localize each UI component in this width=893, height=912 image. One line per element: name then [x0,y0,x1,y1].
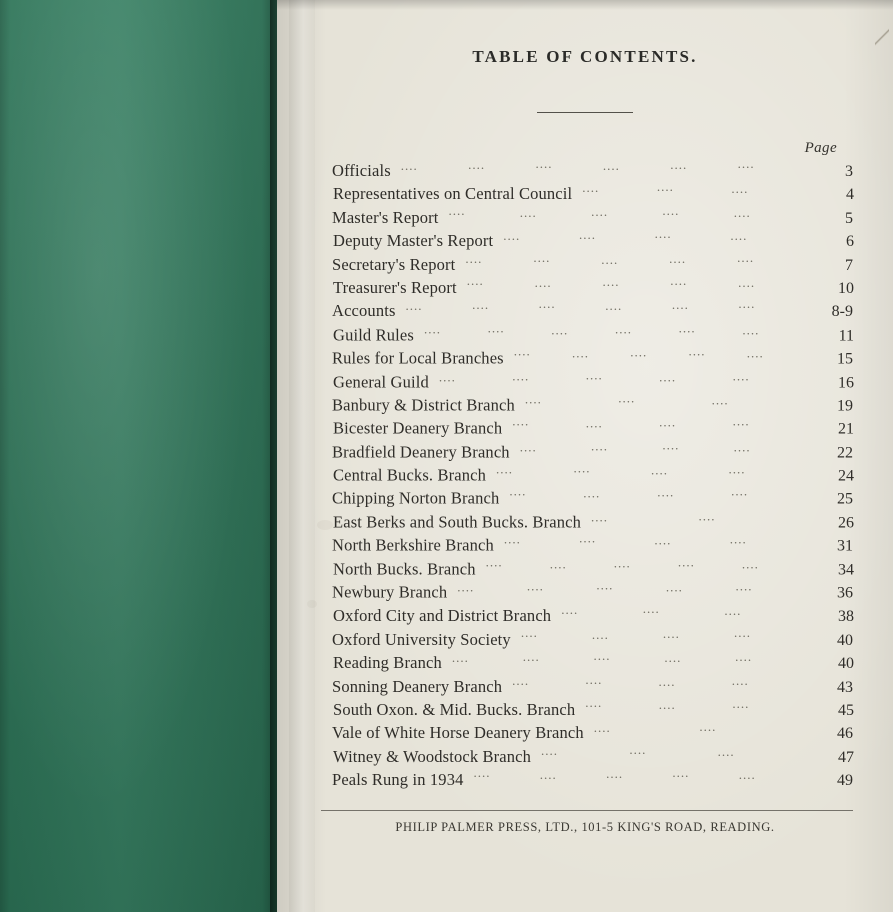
toc-leader-dots: .... .... .... .... .... .... [405,296,756,314]
toc-row[interactable] [333,273,854,300]
toc-entry-label: Treasurer's Report [333,278,457,298]
toc-leader-dots: .... .... .... .... [512,671,749,689]
toc-leader-dots: .... .... [593,719,717,736]
printer-imprint-text: PHILIP PALMER PRESS, LTD., 101-5 KING'S ROAD, READING. [395,820,775,834]
toc-leader-dots: .... .... .... .... .... .... [400,156,755,173]
toc-row[interactable] [332,624,853,652]
toc-leader-dots: .... .... .... [561,601,742,619]
toc-row[interactable] [332,719,853,745]
toc-leader-dots: .... .... .... .... [519,437,751,455]
toc-entry-label: Bicester Deanery Branch [333,418,503,438]
toc-leader-dots: .... .... .... .... [512,413,750,431]
toc-entry-label: Bradfield Deanery Branch [332,442,510,462]
toc-entry-label: Secretary's Report [332,254,456,274]
toc-entry-label: South Oxon. & Mid. Bucks. Branch [333,699,576,719]
toc-leader-dots: .... .... .... .... .... [513,343,764,361]
printer-imprint [277,820,893,835]
toc-entry-label: Master's Report [332,207,439,227]
toc-leader-dots: .... .... .... .... .... [457,577,753,595]
toc-row[interactable] [332,577,853,605]
toc-leader-dots: .... .... .... .... .... [466,273,756,291]
toc-page-number: 19 [837,397,853,415]
toc-entry-label: General Guild [333,371,429,391]
toc-entry-label: Reading Branch [333,653,442,673]
toc-page-number: 15 [837,350,853,368]
toc-leader-dots: .... .... [590,508,716,525]
toc-leader-dots: .... .... .... .... .... .... [423,320,760,338]
toc-entry-label: Central Bucks. Branch [333,465,486,485]
toc-entry-label: Newbury Branch [332,582,448,602]
toc-leader-dots: .... .... .... .... .... [485,554,759,572]
toc-leader-dots: .... .... .... [541,741,735,759]
toc-entry-label: Deputy Master's Report [333,231,494,251]
toc-page-number: 36 [837,584,853,602]
toc-row[interactable] [333,460,854,488]
toc-leader-dots: .... .... .... .... [520,624,751,642]
toc-leader-dots: .... .... .... .... .... [451,648,753,666]
toc-page-number: 5 [845,209,853,227]
page-corner-fold [875,26,889,48]
toc-row[interactable] [332,530,853,558]
toc-page-number: 31 [837,537,853,555]
title-divider [537,112,633,113]
toc-row[interactable] [333,554,854,581]
toc-row[interactable] [333,741,854,769]
table-of-contents-list [332,156,854,792]
paper-sheet [277,0,893,912]
toc-row[interactable] [333,320,854,347]
toc-entry-label: Chipping Norton Branch [332,489,500,509]
toc-page-number: 26 [838,514,854,532]
toc-entry-label: East Berks and South Bucks. Branch [333,512,581,532]
toc-leader-dots: .... .... .... .... .... [438,366,750,384]
toc-page-number: 25 [837,491,853,509]
toc-entry-label: Vale of White Horse Deanery Branch [332,723,584,743]
toc-page-number: 40 [837,631,853,649]
toc-page-number: 11 [838,327,854,345]
toc-entry-label: Banbury & District Branch [332,395,515,415]
toc-row[interactable] [333,601,854,628]
toc-leader-dots: .... .... .... .... .... [465,249,755,267]
toc-page-number: 21 [838,420,854,438]
toc-page-number: 16 [838,373,854,391]
toc-page-number: 45 [838,701,854,719]
toc-row[interactable] [332,296,853,324]
toc-page-number: 22 [837,444,853,462]
toc-leader-dots: .... .... .... [585,694,750,712]
toc-entry-label: Rules for Local Branches [332,348,504,368]
cover-sheen [0,0,277,912]
toc-row[interactable] [332,765,853,792]
page-column-header: Page [804,140,837,156]
toc-entry-label: North Bucks. Branch [333,559,476,579]
toc-entry-label: Oxford City and District Branch [333,606,552,626]
book-cover-board [0,0,277,912]
page-top-shadow [277,0,893,10]
toc-row[interactable] [332,390,853,417]
toc-entry-label: Officials [332,161,391,180]
toc-entry-label: North Berkshire Branch [332,535,494,555]
toc-entry-label: Representatives on Central Council [333,184,573,204]
paper-blemish [317,520,333,530]
toc-page-number: 3 [845,163,853,180]
toc-leader-dots: .... .... .... [582,179,749,197]
footer-divider [321,810,853,811]
toc-leader-dots: .... .... .... .... [496,460,746,478]
toc-leader-dots: .... .... .... .... .... [473,765,756,783]
toc-page-number: 6 [846,233,854,251]
toc-entry-label: Peals Rung in 1934 [332,770,464,790]
toc-entry-label: Accounts [332,301,396,321]
page-title: TABLE OF CONTENTS. [472,47,698,66]
toc-page-number: 7 [845,256,853,274]
toc-page-number: 34 [838,561,854,579]
toc-entry-label: Guild Rules [333,325,414,345]
toc-page-number: 4 [846,186,854,204]
toc-leader-dots: .... .... .... .... [509,484,749,502]
toc-row[interactable] [333,366,854,394]
toc-page-number: 49 [837,772,853,790]
toc-leader-dots: .... .... .... .... [503,530,747,548]
toc-leader-dots: .... .... .... .... [503,226,748,244]
toc-page-number: 24 [838,467,854,485]
toc-row[interactable] [333,694,854,722]
toc-page-number: 47 [838,748,854,766]
toc-page-number: 43 [837,678,853,696]
toc-page-number: 38 [838,608,854,626]
toc-entry-label: Oxford University Society [332,629,511,649]
toc-leader-dots: .... .... .... .... .... [448,202,751,220]
toc-row[interactable] [332,484,853,511]
toc-entry-label: Witney & Woodstock Branch [333,746,532,766]
toc-leader-dots: .... .... .... [524,390,729,408]
toc-row[interactable] [332,437,853,464]
toc-page-number: 40 [838,655,854,673]
toc-page-number: 8-9 [831,303,853,321]
toc-row[interactable] [332,249,853,277]
toc-entry-label: Sonning Deanery Branch [332,676,503,696]
page-crease [289,0,315,912]
toc-page-number: 46 [837,725,853,743]
toc-row[interactable] [333,226,854,253]
toc-page-number: 10 [838,280,854,298]
